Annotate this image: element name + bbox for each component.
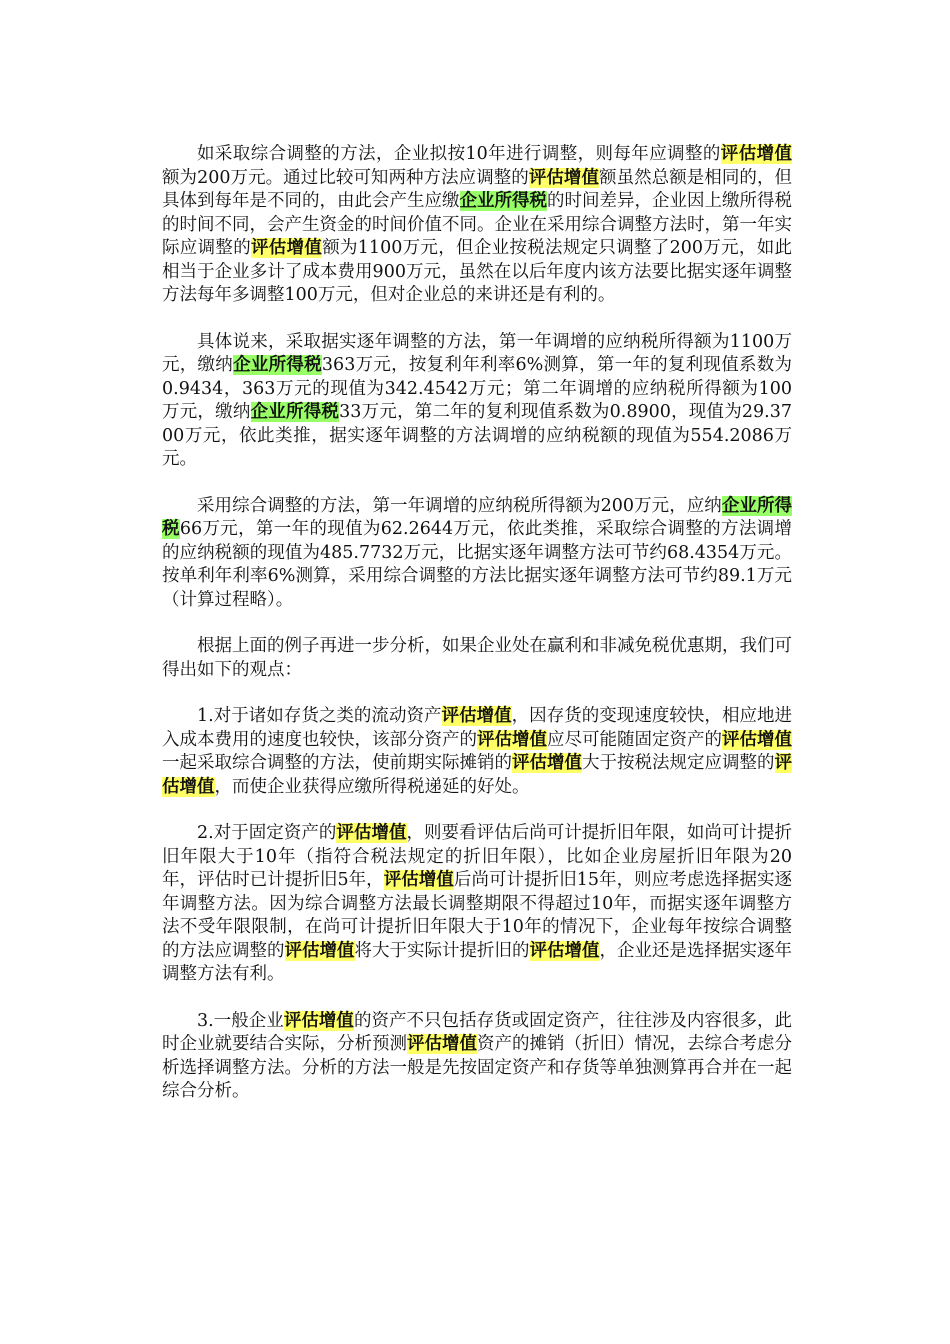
text-run: 大于按税法规定应调整的 xyxy=(582,753,775,773)
highlight-keyword: 评估增值 xyxy=(407,1034,477,1054)
highlight-keyword: 评估增值 xyxy=(528,167,600,188)
text-run: 采用综合调整的方法，第一年调增的应纳税所得额为200万元，应纳 xyxy=(197,495,722,516)
paragraph-4 xyxy=(162,635,792,682)
text-run: 额虽然总额是相同的，但具体到每年是不同的，由此会产生应缴 xyxy=(162,167,792,211)
paragraph-1 xyxy=(162,143,792,308)
highlight-keyword: 评估增值 xyxy=(477,729,547,750)
text-run: 额为200万元。通过比较可知两种方法应调整的 xyxy=(162,167,529,188)
document-body xyxy=(162,143,792,1127)
highlight-keyword: 评估增值 xyxy=(336,823,407,843)
highlight-keyword: 评估增值 xyxy=(441,706,512,726)
paragraph-6 xyxy=(162,822,792,987)
text-run: 33万元，第二年的复利现值系数为0.8900，现值为29.3700万元，依此类推，据实逐年调整的方法调增的应纳税额的现值为554.2086万元。 xyxy=(162,402,793,469)
text-run: 363万元，按复利年利率6%测算，第一年的复利现值系数为0.9434，363万元的现值为342.4542万元；第二年调增的应纳税所得额为100万元，缴纳 xyxy=(162,355,793,422)
highlight-keyword: 企业所得税 xyxy=(459,191,547,211)
text-run: 一起采取综合调整的方法，使前期实际摊销的 xyxy=(162,753,512,773)
text-run: 额为1100万元，但企业按税法规定只调整了200万元，如此相当于企业多计了成本费用900万元，虽然在以后年度内该方法要比据实逐年调整方法每年多调整100万元，但对企业总的来讲还是有利的。 xyxy=(162,238,793,305)
text-run: 如采取综合调整的方法，企业拟按10年进行调整，则每年应调整的 xyxy=(197,144,721,164)
text-run: 2.对于固定资产的 xyxy=(197,823,337,843)
highlight-keyword: 评估增值 xyxy=(512,753,582,773)
highlight-keyword: 企业所得税 xyxy=(250,402,340,422)
highlight-keyword: 评估增值 xyxy=(720,144,792,164)
highlight-keyword: 评估增值 xyxy=(162,753,792,797)
highlight-keyword: 评估增值 xyxy=(283,1010,354,1031)
text-run: ，而使企业获得应缴所得税递延的好处。 xyxy=(214,776,530,797)
text-run: 66万元，第一年的现值为62.2644万元，依此类推，采取综合调整的方法调增的应纳税额的现值为485.7732万元，比据实逐年调整方法可节约68.4354万元。按单利年利率6%测算，采用综合调整的方法比据实逐年调整方法可节约89.1万元（计算过程略）。 xyxy=(162,519,793,610)
text-run: 后尚可计提折旧15年，则应考虑选择据实逐年调整方法。因为综合调整方法最长调整期限不得超过10年，而据实逐年调整方法不受年限限制，在尚可计提折旧年限大于10年的情况下，企业每年按综合调整的方法应调整的 xyxy=(162,870,793,961)
highlight-keyword: 评估增值 xyxy=(722,729,792,750)
text-run: 的资产不只包括存货或固定资产，往往涉及内容很多，此时企业就要结合实际，分析预测 xyxy=(162,1010,793,1054)
paragraph-5 xyxy=(162,705,792,799)
highlight-keyword: 评估增值 xyxy=(251,238,323,258)
text-run: ，企业还是选择据实逐年调整方法有利。 xyxy=(162,940,792,984)
text-run: 具体说来，采取据实逐年调整的方法，第一年调增的应纳税所得额为1100万元，缴纳 xyxy=(162,331,792,375)
text-run: 资产的摊销（折旧）情况，去综合考虑分析选择调整方法。分析的方法一般是先按固定资产和存货等单独测算再合并在一起综合分析。 xyxy=(162,1034,792,1101)
text-run: ，因存货的变现速度较快，相应地进入成本费用的速度也较快，该部分资产的 xyxy=(162,706,793,750)
highlight-keyword: 评估增值 xyxy=(529,940,600,961)
highlight-keyword: 评估增值 xyxy=(383,870,454,890)
text-run: 3.一般企业 xyxy=(197,1010,284,1031)
paragraph-7 xyxy=(162,1010,792,1104)
paragraph-2 xyxy=(162,331,792,472)
text-run: 1.对于诸如存货之类的流动资产 xyxy=(197,706,442,726)
text-run: 应尽可能随固定资产的 xyxy=(547,729,722,750)
paragraph-3 xyxy=(162,495,792,613)
highlight-keyword: 评估增值 xyxy=(284,940,355,961)
text-run: ，则要看评估后尚可计提折旧年限，如尚可计提折旧年限大于10年（指符合税法规定的折旧年限），比如企业房屋折旧年限为20年，评估时已计提折旧5年， xyxy=(162,823,793,890)
text-run: 将大于实际计提折旧的 xyxy=(354,940,530,961)
text-run: 根据上面的例子再进一步分析，如果企业处在赢利和非减免税优惠期，我们可得出如下的观点： xyxy=(162,636,792,680)
text-run: 的时间差异，企业因上缴所得税的时间不同，会产生资金的时间价值不同。企业在采用综合调整方法时，第一年实际应调整的 xyxy=(162,191,792,258)
highlight-keyword: 企业所得税 xyxy=(162,495,793,539)
highlight-keyword: 企业所得税 xyxy=(233,355,322,375)
